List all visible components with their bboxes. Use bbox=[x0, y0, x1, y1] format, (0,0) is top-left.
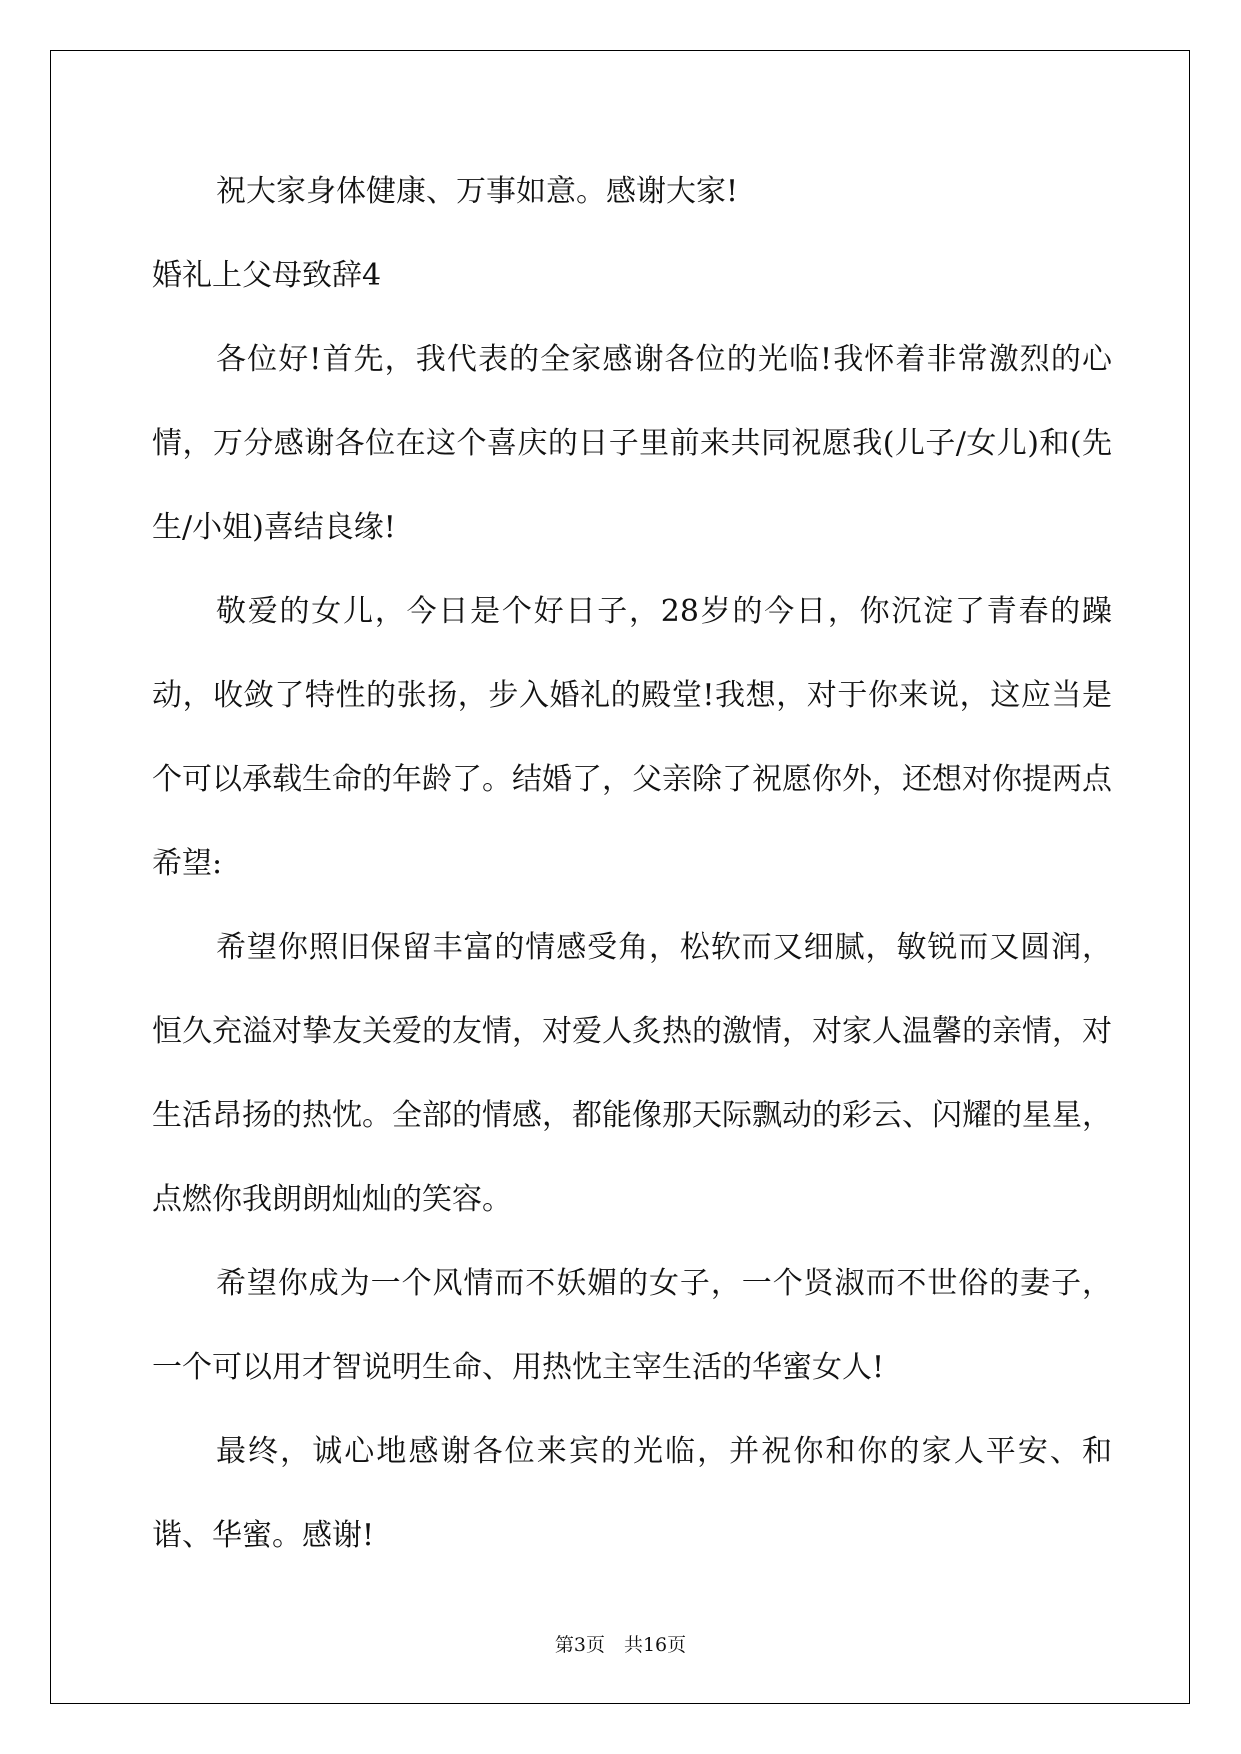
paragraph: 敬爱的女儿，今日是个好日子，28岁的今日，你沉淀了青春的躁动，收敛了特性的张扬，步入婚礼的殿堂!我想，对于你来说，这应当是个可以承载生命的年龄了。结婚了，父亲除了祝愿你外，还想对你提两点希望: bbox=[152, 594, 1112, 881]
paragraph: 最终，诚心地感谢各位来宾的光临，并祝你和你的家人平安、和谐、华蜜。感谢! bbox=[152, 1434, 1112, 1553]
paragraph: 希望你成为一个风情而不妖媚的女子，一个贤淑而不世俗的妻子，一个可以用才智说明生命、用热忱主宰生活的华蜜女人! bbox=[152, 1266, 1112, 1385]
section-heading: 婚礼上父母致辞4 bbox=[152, 258, 382, 293]
document-body bbox=[152, 150, 1112, 1578]
paragraph: 各位好!首先，我代表的全家感谢各位的光临!我怀着非常激烈的心情，万分感谢各位在这个喜庆的日子里前来共同祝愿我(儿子/女儿)和(先生/小姐)喜结良缘! bbox=[152, 342, 1112, 545]
paragraph: 希望你照旧保留丰富的情感受角，松软而又细腻，敏锐而又圆润，恒久充溢对挚友关爱的友情，对爱人炙热的激情，对家人温馨的亲情，对生活昂扬的热忱。全部的情感，都能像那天际飘动的彩云、闪耀的星星，点燃你我朗朗灿灿的笑容。 bbox=[152, 930, 1112, 1217]
page-footer: 第3页 共16页 bbox=[554, 1634, 687, 1656]
paragraph: 祝大家身体健康、万事如意。感谢大家! bbox=[216, 174, 739, 209]
